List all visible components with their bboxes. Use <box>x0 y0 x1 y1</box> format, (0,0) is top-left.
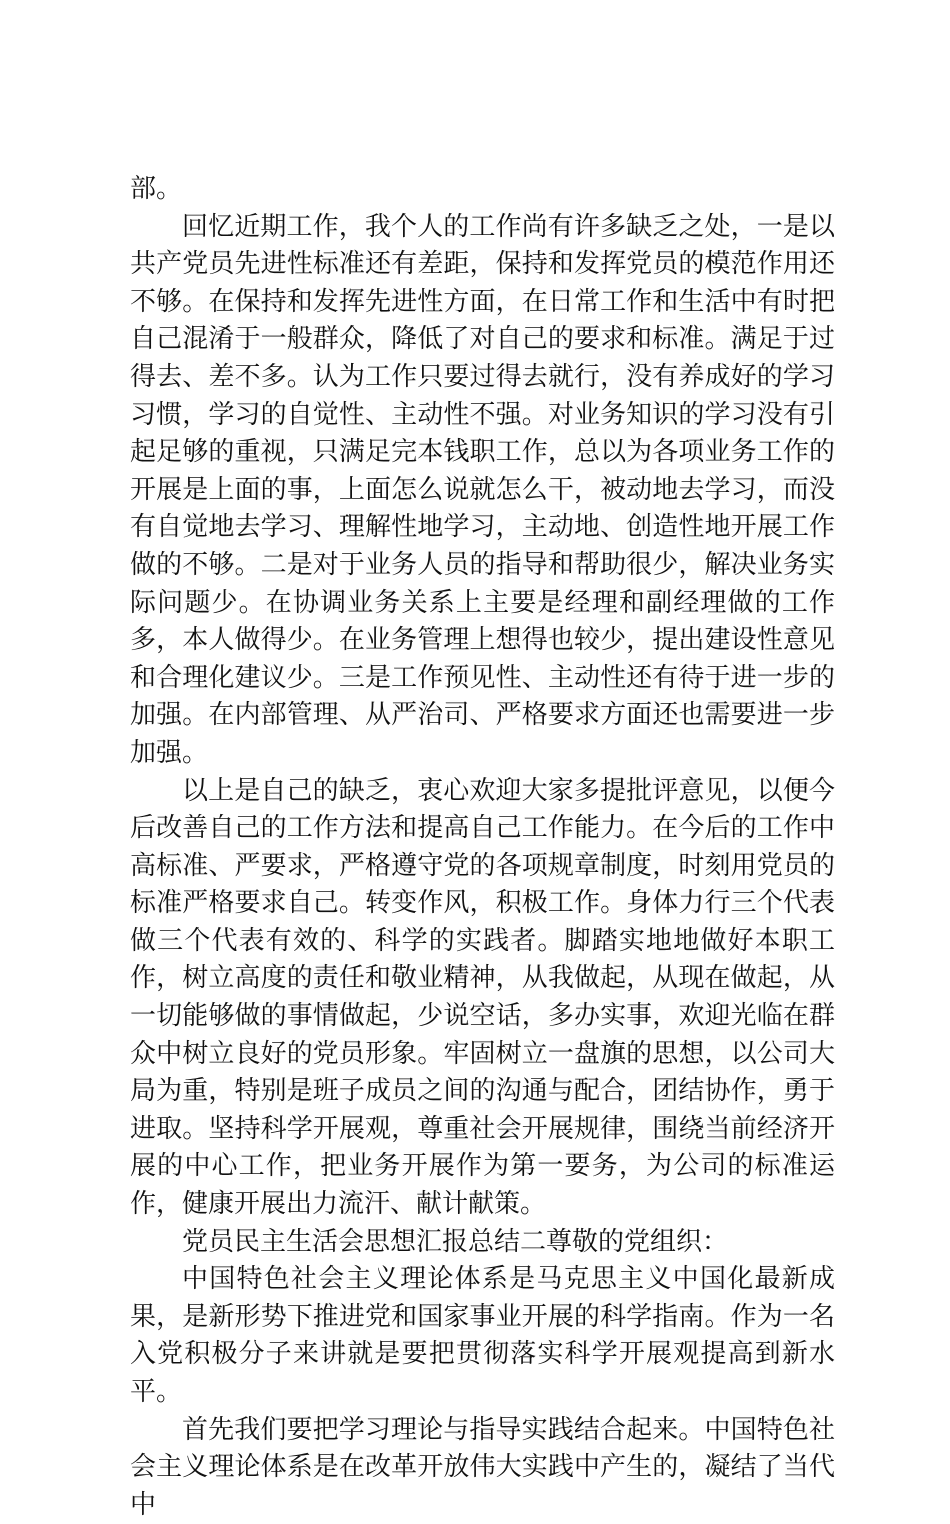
paragraph-section-heading: 党员民主生活会思想汇报总结二尊敬的党组织： <box>182 1226 729 1257</box>
paragraph-theory-system: 中国特色社会主义理论体系是马克思主义中国化最新成果，是新形势下推进党和国家事业开展的科学指南。作为一名入党积极分子来讲就是要把贯彻落实科学开展观提高到新水平。 <box>130 1264 835 1407</box>
document-body <box>130 171 835 1524</box>
paragraph-self-review: 回忆近期工作，我个人的工作尚有许多缺乏之处，一是以共产党员先进性标准还有差距，保持和发挥党员的模范作用还不够。在保持和发挥先进性方面，在日常工作和生活中有时把自己混淆于一般群众，降低了对自己的要求和标准。满足于过得去、差不多。认为工作只要过得去就行，没有养成好的学习习惯，学习的自觉性、主动性不强。对业务知识的学习没有引起足够的重视，只满足完本钱职工作，总以为各项业务工作的开展是上面的事，上面怎么说就怎么干，被动地去学习，而没有自觉地去学习、理解性地学习，主动地、创造性地开展工作做的不够。二是对于业务人员的指导和帮助很少，解决业务实际问题少。在协调业务关系上主要是经理和副经理做的工作多，本人做得少。在业务管理上想得也较少，提出建设性意见和合理化建议少。三是工作预见性、主动性还有待于进一步的加强。在内部管理、从严治司、严格要求方面还也需要进一步加强。 <box>130 211 835 768</box>
paragraph-commitments: 以上是自己的缺乏，衷心欢迎大家多提批评意见，以便今后改善自己的工作方法和提高自己工作能力。在今后的工作中高标准、严要求，严格遵守党的各项规章制度，时刻用党员的标准严格要求自己。转变作风，积极工作。身体力行三个代表做三个代表有效的、科学的实践者。脚踏实地地做好本职工作，树立高度的责任和敬业精神，从我做起，从现在做起，从一切能够做的事情做起，少说空话，多办实事，欢迎光临在群众中树立良好的党员形象。牢固树立一盘旗的思想，以公司大局为重，特别是班子成员之间的沟通与配合，团结协作，勇于进取。坚持科学开展观，尊重社会开展规律，围绕当前经济开展的中心工作，把业务开展作为第一要务，为公司的标准运作，健康开展出力流汗、献计献策。 <box>130 775 835 1220</box>
paragraph-theory-practice: 首先我们要把学习理论与指导实践结合起来。中国特色社会主义理论体系是在改革开放伟大实践中产生的，凝结了当代中 <box>130 1414 835 1520</box>
paragraph-continuation: 部。 <box>130 174 183 204</box>
